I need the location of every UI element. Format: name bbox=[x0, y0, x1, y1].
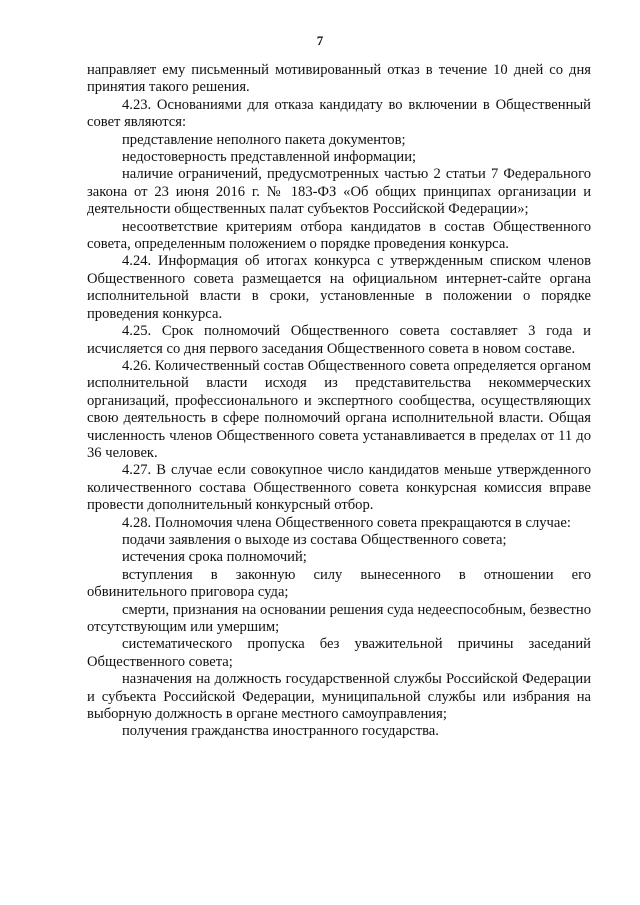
list-item: вступления в законную силу вынесенного в отношении его обвинительного приговора суда; bbox=[87, 566, 591, 601]
paragraph-4-28: 4.28. Полномочия члена Общественного совета прекращаются в случае: bbox=[122, 514, 571, 531]
list-item: наличие ограничений, предусмотренных частью 2 статьи 7 Федерального закона от 23 июня 2016 г. № 183-ФЗ «Об общих принципах организации и деятельности общественных палат субъектов Российской Федерации»; bbox=[87, 166, 591, 218]
list-item: представление неполного пакета документов; bbox=[122, 131, 406, 148]
paragraph-continuation: направляет ему письменный мотивированный отказ в течение 10 дней со дня принятия такого решения. bbox=[87, 62, 591, 96]
paragraph-4-26: 4.26. Количественный состав Общественного совета определяется органом исполнительной власти исходя из представительства некоммерческих организаций, профессионального и экспертного сообщества, осуществляющих свою деятельность в сфере полномочий органа исполнительной власти. Общая численность членов Общественного совета устанавливается в пределах от 11 до 36 человек. bbox=[87, 357, 591, 461]
list-item: смерти, признания на основании решения суда недееспособным, безвестно отсутствующим или умершим; bbox=[87, 601, 591, 635]
list-item: недостоверность представленной информации; bbox=[122, 149, 417, 166]
list-item: истечения срока полномочий; bbox=[122, 549, 307, 566]
paragraph-4-25: 4.25. Срок полномочий Общественного совета составляет 3 года и исчисляется со дня первого заседания Общественного совета в новом составе. bbox=[87, 323, 591, 357]
list-item: подачи заявления о выходе из состава Общественного совета; bbox=[122, 531, 507, 548]
paragraph-4-24: 4.24. Информация об итогах конкурса с утвержденным списком членов Общественного совета размещается на официальном интернет-сайте органа исполнительной власти в сроки, установленные в положении о порядке проведения конкурса. bbox=[87, 253, 591, 322]
list-item: несоответствие критериям отбора кандидатов в состав Общественного совета, определенным положением о порядке проведения конкурса. bbox=[87, 218, 591, 253]
paragraph-4-27: 4.27. В случае если совокупное число кандидатов меньше утвержденного количественного состава Общественного совета конкурсная комиссия вправе провести дополнительный конкурсный отбор. bbox=[87, 462, 591, 514]
list-item: назначения на должность государственной службы Российской Федерации и субъекта Российской Федерации, муниципальной службы или избрания на выборную должность в органе местного самоуправления; bbox=[87, 671, 591, 723]
list-item: систематического пропуска без уважительной причины заседаний Общественного совета; bbox=[87, 636, 591, 670]
paragraph-4-23: 4.23. Основаниями для отказа кандидату во включении в Общественный совет являются: bbox=[87, 96, 591, 131]
document-body bbox=[87, 62, 591, 741]
list-item: получения гражданства иностранного государства. bbox=[122, 723, 439, 740]
page-number: 7 bbox=[316, 33, 324, 48]
